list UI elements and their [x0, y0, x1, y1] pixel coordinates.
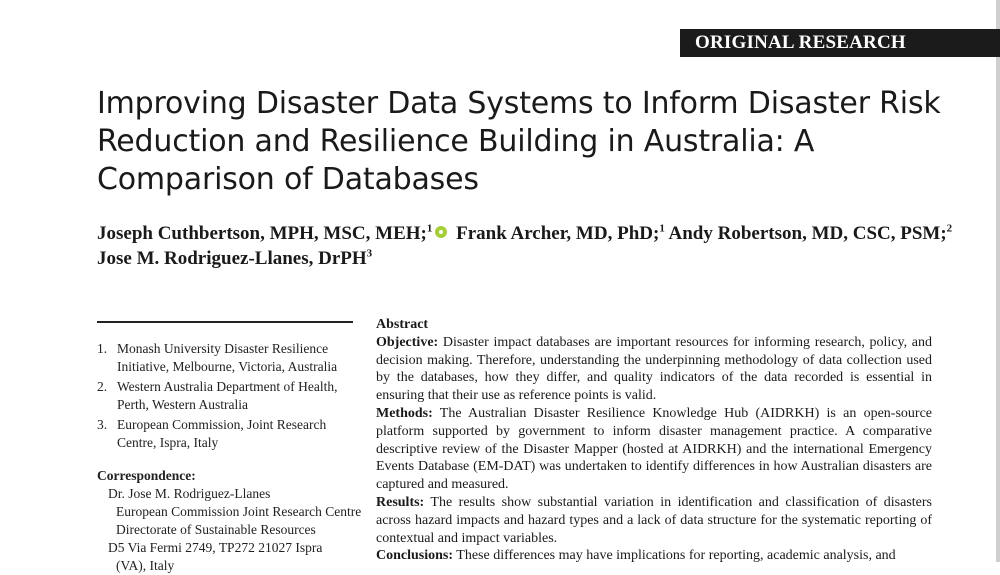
abstract: [376, 316, 932, 565]
article-title: Improving Disaster Data Systems to Inform Disaster Risk Reduction and Resilience Building in Australia: A Comparison of Databases: [97, 86, 941, 197]
correspondence-line: European Commission Joint Research Centre: [116, 504, 362, 519]
affiliation-item: [97, 416, 357, 452]
affiliation-list: [97, 340, 357, 454]
page-edge-rule: [996, 0, 1000, 562]
affiliation-text: European Commission, Joint Research Centre, Ispra, Italy: [117, 417, 327, 450]
methods-text: The Australian Disaster Resilience Knowledge Hub (AIDRKH) is an open-source platform supported by government to inform disaster management practice. A comparative descriptive review of the Disaster Mapper (hosted at AIDRKH) and the international Emergency Events Database (EM-DAT) was undertaken to identify differences in how Australian disasters are captured and measured.: [376, 405, 932, 493]
affiliation-text: Western Australia Department of Health, Perth, Western Australia: [117, 379, 338, 412]
affiliation-marker: 1: [426, 222, 433, 235]
abstract-methods: [376, 405, 932, 494]
affiliation-item: [97, 340, 357, 376]
affiliation-number: 2.: [97, 379, 108, 394]
correspondence-heading: Correspondence:: [97, 468, 196, 483]
abstract-heading: Abstract: [376, 317, 429, 332]
correspondence-line: Directorate of Sustainable Resources: [116, 522, 316, 537]
author-name: Jose M. Rodriguez-Llanes, DrPH: [97, 248, 367, 269]
affiliation-marker: 3: [366, 247, 373, 260]
author-name: Joseph Cuthbertson, MPH, MSC, MEH;: [97, 223, 427, 244]
conclusions-label: Conclusions:: [376, 548, 454, 564]
affiliation-marker: 2: [946, 222, 953, 235]
conclusions-text: These differences may have implications for reporting, academic analysis, and: [453, 548, 896, 564]
affiliation-text: Monash University Disaster Resilience Initiative, Melbourne, Victoria, Australia: [117, 341, 338, 374]
correspondence-line: (VA), Italy: [116, 558, 175, 573]
author-name: Andy Robertson, MD, CSC, PSM;: [668, 223, 947, 244]
correspondence-line: Dr. Jose M. Rodriguez-Llanes: [108, 486, 271, 501]
affiliation-marker: 1: [659, 222, 665, 235]
abstract-results: [376, 494, 932, 547]
author-list: [97, 221, 957, 271]
section-divider: [97, 321, 353, 323]
results-label: Results:: [376, 494, 425, 510]
article-type-badge: ORIGINAL RESEARCH: [680, 29, 1000, 57]
methods-label: Methods:: [376, 405, 433, 421]
affiliation-number: 3.: [97, 417, 108, 432]
abstract-objective: [376, 334, 932, 405]
results-text: The results show substantial variation in identification and classification of disasters across hazard impacts and hazard types and a lack of data structure for the systematic reporting of contextual and impact variables.: [376, 494, 932, 546]
correspondence-line: D5 Via Fermi 2749, TP272 21027 Ispra: [108, 540, 323, 555]
author-name: Frank Archer, MD, PhD;: [456, 223, 660, 244]
objective-text: Disaster impact databases are important resources for informing research, policy, and decision making. Therefore, understanding the underpinning methodology of data collection used by the databases, how they differ, and quality indicators of the data recorded is essential in ensuring that their use as reference points is valid.: [376, 334, 932, 404]
orcid-icon[interactable]: [435, 226, 447, 238]
affiliation-item: [97, 378, 357, 414]
affiliation-number: 1.: [97, 341, 108, 356]
objective-label: Objective:: [376, 334, 439, 350]
abstract-conclusions: [376, 547, 932, 565]
